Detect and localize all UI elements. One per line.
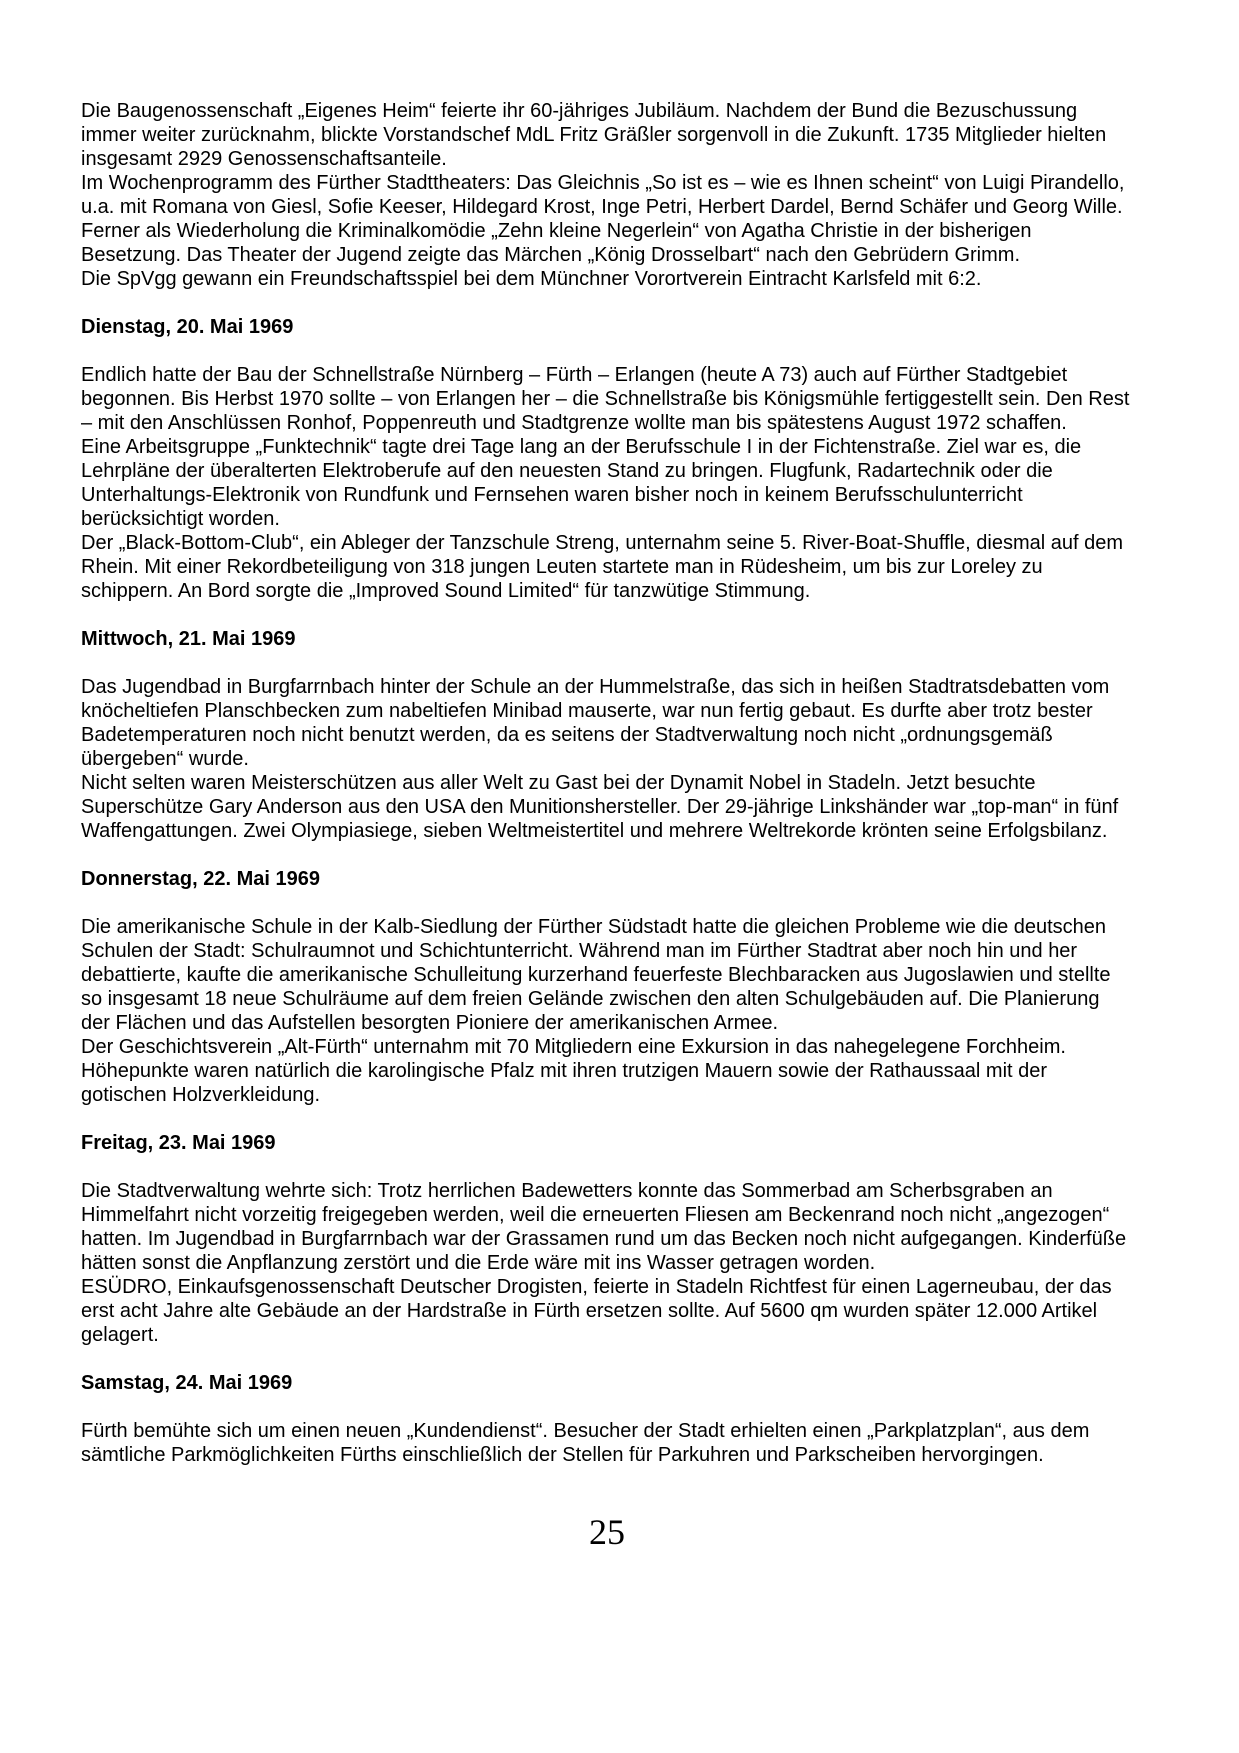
- date-heading-donnerstag-22-mai-1969: Donnerstag, 22. Mai 1969: [81, 868, 320, 890]
- paragraph-jugendbad: Das Jugendbad in Burgfarrnbach hinter der Schule an der Hummelstraße, das sich in heißen Stadtratsdebatten vom knöcheltiefen Planschbecken zum nabeltiefen Minibad mauserte, war nun fertig gebaut. Es durfte aber trotz bester Badetemperaturen noch nicht benutzt werden, da es seitens der Stadtverwaltung noch nicht „ordnungsgemäß übergeben“ wurde.: [81, 676, 1110, 770]
- page-number: 25: [589, 1512, 625, 1552]
- paragraph-jubilaeum: Die Baugenossenschaft „Eigenes Heim“ feierte ihr 60-jähriges Jubiläum. Nachdem der Bund die Bezuschussung immer weiter zurücknahm, blickte Vorstandschef MdL Fritz Gräßler sorgenvoll in die Zukunft. 1735 Mitglieder hielten insgesamt 2929 Genossenschaftsanteile.: [81, 100, 1107, 170]
- date-heading-freitag-23-mai-1969: Freitag, 23. Mai 1969: [81, 1132, 276, 1154]
- paragraph-spvgg: Die SpVgg gewann ein Freundschaftsspiel bei dem Münchner Vorortverein Eintracht Karlsfeld mit 6:2.: [81, 268, 982, 290]
- date-heading-mittwoch-21-mai-1969: Mittwoch, 21. Mai 1969: [81, 628, 296, 650]
- paragraph-funktechnik: Eine Arbeitsgruppe „Funktechnik“ tagte drei Tage lang an der Berufsschule I in der Fichtenstraße. Ziel war es, die Lehrpläne der überalterten Elektroberufe auf den neuesten Stand zu bringen. Flugfunk, Radartechnik oder die Unterhaltungs-Elektronik von Rundfunk und Fernsehen waren bisher noch in keinem Berufsschulunterricht berücksichtigt worden.: [81, 436, 1082, 530]
- paragraph-schnellstrasse: Endlich hatte der Bau der Schnellstraße Nürnberg – Fürth – Erlangen (heute A 73) auch auf Fürther Stadtgebiet begonnen. Bis Herbst 1970 sollte – von Erlangen her – die Schnellstraße bis Königsmühle fertiggestellt sein. Den Rest – mit den Anschlüssen Ronhof, Poppenreuth und Stadtgrenze wollte man bis spätestens August 1972 schaffen.: [81, 364, 1130, 434]
- paragraph-black-bottom-club: Der „Black-Bottom-Club“, ein Ableger der Tanzschule Streng, unternahm seine 5. River-Boat-Shuffle, diesmal auf dem Rhein. Mit einer Rekordbeteiligung von 318 jungen Leuten startete man in Rüdesheim, um bis zur Loreley zu schippern. An Bord sorgte die „Improved Sound Limited“ für tanzwütige Stimmung.: [81, 532, 1123, 602]
- paragraph-kundendienst: Fürth bemühte sich um einen neuen „Kundendienst“. Besucher der Stadt erhielten einen „Parkplatzplan“, aus dem sämtliche Parkmöglichkeiten Fürths einschließlich der Stellen für Parkuhren und Parkscheiben hervorgingen.: [81, 1420, 1090, 1466]
- document-content: [81, 99, 1133, 1552]
- paragraph-stadttheater: Im Wochenprogramm des Fürther Stadttheaters: Das Gleichnis „So ist es – wie es Ihnen scheint“ von Luigi Pirandello, u.a. mit Romana von Giesl, Sofie Keeser, Hildegard Krost, Inge Petri, Herbert Dardel, Bernd Schäfer und Georg Wille. Ferner als Wiederholung die Kriminalkomödie „Zehn kleine Negerlein“ von Agatha Christie in der bisherigen Besetzung. Das Theater der Jugend zeigte das Märchen „König Drosselbart“ nach den Gebrüdern Grimm.: [81, 172, 1125, 266]
- paragraph-sommerbad: Die Stadtverwaltung wehrte sich: Trotz herrlichen Badewetters konnte das Sommerbad am Scherbsgraben an Himmelfahrt nicht vorzeitig freigegeben werden, weil die erneuerten Fliesen am Beckenrand noch nicht „angezogen“ hatten. Im Jugendbad in Burgfarrnbach war der Grassamen rund um das Becken noch nicht aufgegangen. Kinderfüße hätten sonst die Anpflanzung zerstört und die Erde wäre mit ins Wasser getragen worden.: [81, 1180, 1127, 1274]
- date-heading-dienstag-20-mai-1969: Dienstag, 20. Mai 1969: [81, 316, 294, 338]
- paragraph-meisterschuetzen: Nicht selten waren Meisterschützen aus aller Welt zu Gast bei der Dynamit Nobel in Stadeln. Jetzt besuchte Superschütze Gary Anderson aus den USA den Munitionshersteller. Der 29-jährige Linkshänder war „top-man“ in fünf Waffengattungen. Zwei Olympiasiege, sieben Weltmeistertitel und mehrere Weltrekorde krönten seine Erfolgsbilanz.: [81, 772, 1119, 842]
- paragraph-geschichtsverein: Der Geschichtsverein „Alt-Fürth“ unternahm mit 70 Mitgliedern eine Exkursion in das nahegelegene Forchheim. Höhepunkte waren natürlich die karolingische Pfalz mit ihren trutzigen Mauern sowie der Rathaussaal mit der gotischen Holzverkleidung.: [81, 1036, 1066, 1106]
- paragraph-amerikanische-schule: Die amerikanische Schule in der Kalb-Siedlung der Fürther Südstadt hatte die gleichen Probleme wie die deutschen Schulen der Stadt: Schulraumnot und Schichtunterricht. Während man im Fürther Stadtrat aber noch hin und her debattierte, kaufte die amerikanische Schulleitung kurzerhand feuerfeste Blechbaracken aus Jugoslawien und stellte so insgesamt 18 neue Schulräume auf dem freien Gelände zwischen den alten Schulgebäuden auf. Die Planierung der Flächen und das Aufstellen besorgten Pioniere der amerikanischen Armee.: [81, 916, 1111, 1034]
- paragraph-esuedro: ESÜDRO, Einkaufsgenossenschaft Deutscher Drogisten, feierte in Stadeln Richtfest für einen Lagerneubau, der das erst acht Jahre alte Gebäude an der Hardstraße in Fürth ersetzen sollte. Auf 5600 qm wurden später 12.000 Artikel gelagert.: [81, 1276, 1112, 1346]
- date-heading-samstag-24-mai-1969: Samstag, 24. Mai 1969: [81, 1372, 293, 1394]
